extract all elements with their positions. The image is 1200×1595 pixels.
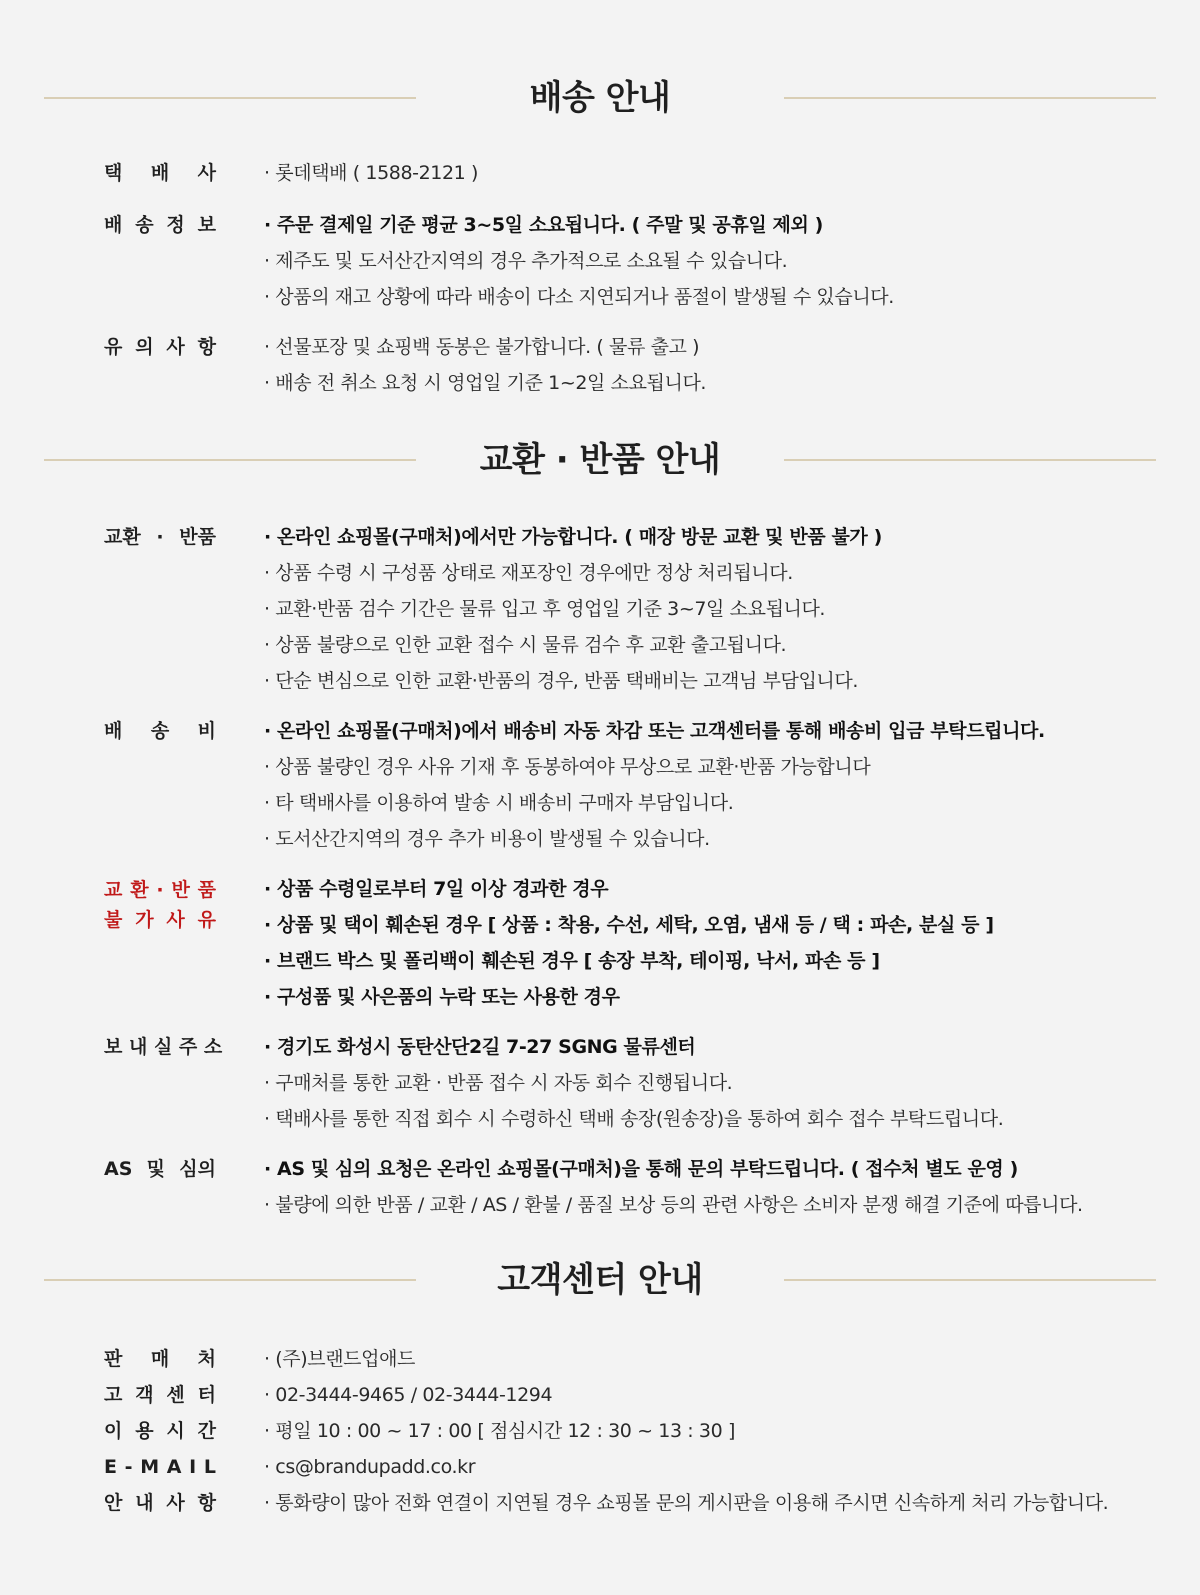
row-label: 배 송 비 <box>104 720 216 742</box>
row-label: 판 매 처 <box>104 1348 216 1370</box>
shipping-section-title: 배송 안내 <box>529 78 671 118</box>
info-line: · 상품 및 택이 훼손된 경우 [ 상품 : 착용, 수선, 세탁, 오염, 냄새 등 / 택 : 파손, 분실 등 ] <box>264 907 1164 943</box>
row-label: E - M A I L <box>104 1456 216 1478</box>
info-line: · 평일 10 : 00 ~ 17 : 00 [ 점심시간 12 : 30 ~ 13 : 30 ] <box>264 1413 1164 1449</box>
customer-section-title: 고객센터 안내 <box>497 1260 703 1300</box>
info-line: · 상품의 재고 상황에 따라 배송이 다소 지연되거나 품절이 발생될 수 있습니다. <box>264 279 1164 315</box>
row-label-line-1: 교 환 · 반 품 <box>104 879 216 901</box>
info-line: · 교환·반품 검수 기간은 물류 입고 후 영업일 기준 3~7일 소요됩니다. <box>264 591 1164 627</box>
info-line: · 상품 불량으로 인한 교환 접수 시 물류 검수 후 교환 출고됩니다. <box>264 627 1164 663</box>
info-line: · 배송 전 취소 요청 시 영업일 기준 1~2일 소요됩니다. <box>264 365 1164 401</box>
info-line: · 주문 결제일 기준 평균 3~5일 소요됩니다. ( 주말 및 공휴일 제외 ) <box>264 207 1164 243</box>
row-label: 안 내 사 항 <box>104 1492 216 1514</box>
info-line: · 선물포장 및 쇼핑백 동봉은 불가합니다. ( 물류 출고 ) <box>264 329 1164 365</box>
info-line: · 택배사를 통한 직접 회수 시 수령하신 택배 송장(원송장)을 통하여 회수 접수 부탁드립니다. <box>264 1101 1164 1137</box>
info-line: · 상품 수령 시 구성품 상태로 재포장인 경우에만 정상 처리됩니다. <box>264 555 1164 591</box>
info-line: · 온라인 쇼핑몰(구매처)에서 배송비 자동 차감 또는 고객센터를 통해 배송비 입금 부탁드립니다. <box>264 713 1164 749</box>
info-line: · 구매처를 통한 교환 · 반품 접수 시 자동 회수 진행됩니다. <box>264 1065 1164 1101</box>
info-line: · 구성품 및 사은품의 누락 또는 사용한 경우 <box>264 979 1164 1015</box>
info-line: · 상품 불량인 경우 사유 기재 후 동봉하여야 무상으로 교환·반품 가능합니다 <box>264 749 1164 785</box>
customer-section-header <box>0 1250 1200 1310</box>
info-line: · 타 택배사를 이용하여 발송 시 배송비 구매자 부담입니다. <box>264 785 1164 821</box>
info-line: · 롯데택배 ( 1588-2121 ) <box>264 155 1164 191</box>
divider-line <box>784 97 1156 99</box>
info-line: · 불량에 의한 반품 / 교환 / AS / 환불 / 품질 보상 등의 관련 사항은 소비자 분쟁 해결 기준에 따릅니다. <box>264 1187 1164 1223</box>
info-line: · 상품 수령일로부터 7일 이상 경과한 경우 <box>264 871 1164 907</box>
info-line: · 경기도 화성시 동탄산단2길 7-27 SGNG 물류센터 <box>264 1029 1164 1065</box>
row-label: 택 배 사 <box>104 162 216 184</box>
row-label: 보 내 실 주 소 <box>104 1036 223 1058</box>
info-line: · AS 및 심의 요청은 온라인 쇼핑몰(구매처)을 통해 문의 부탁드립니다. ( 접수처 별도 운영 ) <box>264 1151 1164 1187</box>
row-label: 고 객 센 터 <box>104 1384 216 1406</box>
row-label: AS 및 심의 <box>104 1158 216 1180</box>
row-label <box>104 875 216 935</box>
info-line: · 도서산간지역의 경우 추가 비용이 발생될 수 있습니다. <box>264 821 1164 857</box>
info-line: · (주)브랜드업애드 <box>264 1341 1164 1377</box>
exchange-section-title: 교환 · 반품 안내 <box>479 440 721 480</box>
info-line: · 02-3444-9465 / 02-3444-1294 <box>264 1377 1164 1413</box>
info-line: · 브랜드 박스 및 폴리백이 훼손된 경우 [ 송장 부착, 테이핑, 낙서, 파손 등 ] <box>264 943 1164 979</box>
divider-line <box>784 459 1156 461</box>
shipping-section-header <box>0 68 1200 128</box>
info-line: · 제주도 및 도서산간지역의 경우 추가적으로 소요될 수 있습니다. <box>264 243 1164 279</box>
row-label: 유 의 사 항 <box>104 336 216 358</box>
divider-line <box>784 1279 1156 1281</box>
exchange-section-header <box>0 430 1200 490</box>
info-line: · 통화량이 많아 전화 연결이 지연될 경우 쇼핑몰 문의 게시판을 이용해 주시면 신속하게 처리 가능합니다. <box>264 1485 1164 1521</box>
row-label: 배 송 정 보 <box>104 214 216 236</box>
row-label: 교환 · 반품 <box>104 526 216 548</box>
info-line: · 온라인 쇼핑몰(구매처)에서만 가능합니다. ( 매장 방문 교환 및 반품 불가 ) <box>264 519 1164 555</box>
email-link[interactable]: · cs@brandupadd.co.kr <box>264 1449 1164 1485</box>
row-label: 이 용 시 간 <box>104 1420 216 1442</box>
info-line: · 단순 변심으로 인한 교환·반품의 경우, 반품 택배비는 고객님 부담입니다. <box>264 663 1164 699</box>
row-label-line-2: 불 가 사 유 <box>104 909 216 931</box>
